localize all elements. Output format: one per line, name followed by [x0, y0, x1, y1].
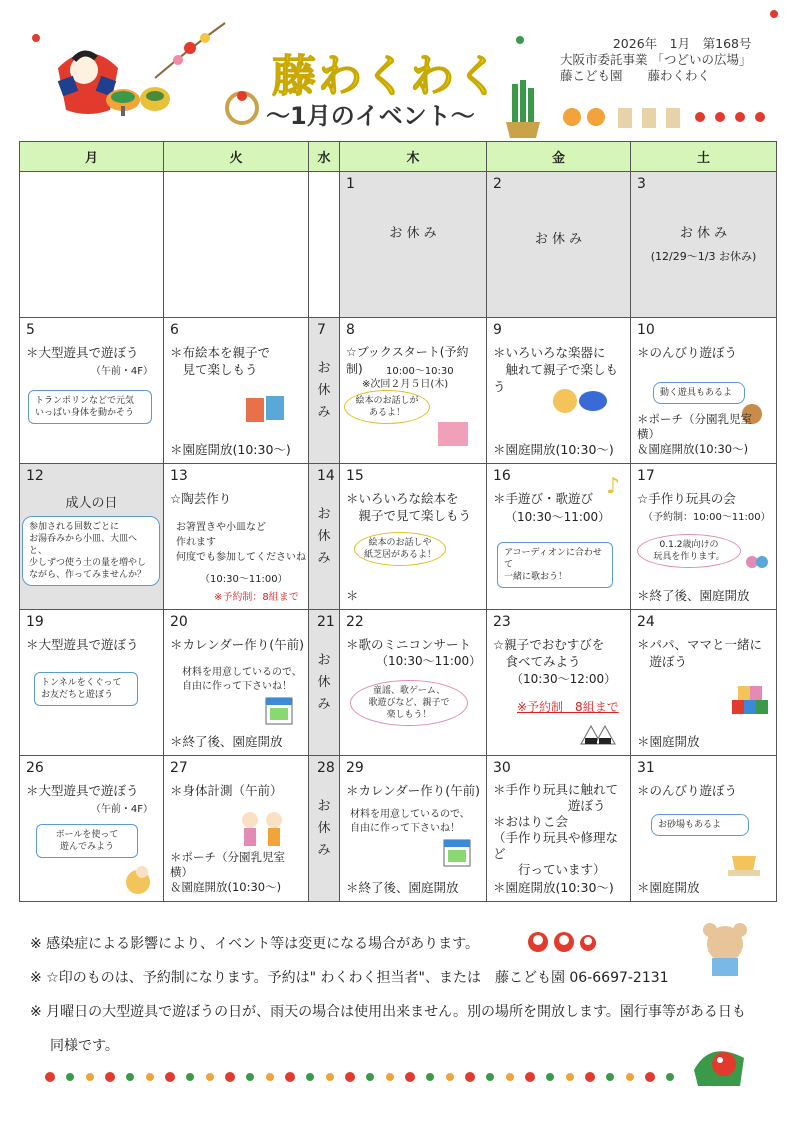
event-title: ＊いろいろな楽器に 触れて親子で楽しもう	[493, 345, 619, 394]
day-cell-jan10	[631, 318, 777, 464]
picture-book-icon	[244, 394, 288, 427]
event-footer: ＊園庭開放(10:30～)	[493, 880, 614, 895]
event-note: ※次回２月５日(木)	[362, 379, 449, 390]
ball-play-icon	[120, 864, 156, 899]
date-number: 3	[637, 176, 646, 192]
event-title: ＊大型遊具で遊ぼう	[26, 345, 139, 360]
event-time: （10:30～12:00）	[511, 672, 617, 686]
speech-bubble: ボールを使って 遊んでみよう	[36, 824, 138, 858]
speech-bubble: トランポリンなどで元気 いっぱい身体を動かそう	[28, 390, 152, 424]
reservation-note: ※予約制：8組まで	[214, 592, 299, 603]
date-number: 8	[346, 322, 355, 338]
music-note-icon: ♪	[605, 474, 620, 499]
day-cell-jan9	[487, 318, 631, 464]
bear-mascot-icon	[694, 916, 756, 978]
closed-label: お 休 み	[317, 361, 331, 420]
calendar-week-5	[20, 756, 777, 902]
day-cell-jan26	[20, 756, 164, 902]
date-number: 30	[493, 760, 511, 776]
day-cell-jan31	[631, 756, 777, 902]
date-number: 10	[637, 322, 655, 338]
tambourine-icon	[551, 384, 611, 421]
day-cell-jan13	[164, 464, 309, 610]
date-number: 24	[637, 614, 655, 630]
event-footer: ＊ポーチ（分園乳児室横） ＆園庭開放(10:30～)	[637, 412, 752, 456]
day-cell-empty	[164, 172, 309, 318]
event-title: ＊手作り玩具に触れて 遊ぼう ＊おはりこ会 （手作り玩具や修理など 行っています）	[493, 782, 619, 877]
day-cell-jan2	[487, 172, 631, 318]
event-footer: ＊終了後、園庭開放	[637, 588, 750, 603]
closed-label: お 休 み	[389, 226, 437, 241]
event-detail: お箸置きや小皿など 作れます 何度でも参加してくださいね	[176, 522, 306, 563]
note-rain: ※ 月曜日の大型遊具で遊ぼうの日が、雨天の場合は使用出来ません。別の場所を開放します。園行事等がある日も	[30, 1004, 746, 1020]
shishimai-lion-icon	[690, 1040, 748, 1090]
date-number: 22	[346, 614, 364, 630]
day-cell-jan24	[631, 610, 777, 756]
organization-name: 藤こども園 藤わくわく	[560, 68, 711, 83]
event-title: ＊カレンダー作り(午前)	[346, 783, 480, 798]
date-number: 14	[317, 468, 335, 484]
weekday-tue: 火	[164, 142, 309, 172]
issue-info	[560, 36, 751, 84]
daruma-dolls-icon	[526, 930, 602, 954]
footer-notes	[30, 930, 760, 1066]
event-footer: ＊園庭開放(10:30～)	[170, 442, 291, 457]
calendar-icon	[264, 694, 294, 729]
calendar-week-2	[20, 318, 777, 464]
newsletter-title: 藤わくわく	[272, 51, 502, 102]
event-detail: 材料を用意しているので、 自由に作って下さいね！	[182, 667, 302, 692]
day-cell-empty	[20, 172, 164, 318]
handmade-toy-icon	[744, 552, 770, 575]
day-cell-jan21	[309, 610, 340, 756]
closed-label: お 休 み	[317, 653, 331, 712]
weekday-thu: 木	[340, 142, 487, 172]
day-cell-jan1	[340, 172, 487, 318]
event-title: ＊歌のミニコンサート	[346, 637, 472, 652]
event-title: ☆ブックスタート(予約制)	[346, 345, 469, 376]
picture-book-icon	[436, 418, 472, 451]
day-cell-jan14	[309, 464, 340, 610]
event-time: （午前・4F）	[90, 366, 153, 377]
date-number: 16	[493, 468, 511, 484]
day-cell-jan15	[340, 464, 487, 610]
weekday-sat: 土	[631, 142, 777, 172]
date-number: 6	[170, 322, 179, 338]
event-title: ＊カレンダー作り(午前)	[170, 637, 304, 652]
speech-bubble: アコーディオンに合わせて 一緒に歌おう！	[497, 542, 613, 588]
date-number: 5	[26, 322, 35, 338]
day-cell-jan19	[20, 610, 164, 756]
date-number: 20	[170, 614, 188, 630]
day-cell-jan16	[487, 464, 631, 610]
decor-dot	[770, 10, 778, 18]
date-number: 1	[346, 176, 355, 192]
event-footer: ＊終了後、園庭開放	[170, 734, 283, 749]
holiday-period-note: (12/29～1/3 お休み)	[650, 250, 757, 263]
event-time: （予約制：10:00～11:00）	[643, 512, 771, 523]
lucky-charm-branch-icon	[150, 18, 230, 88]
event-footer: ＊園庭開放(10:30～)	[493, 442, 614, 457]
program-name: 大阪市委託事業 「つどいの広場」	[560, 52, 752, 67]
weekday-fri: 金	[487, 142, 631, 172]
holiday-name: 成人の日	[65, 496, 118, 511]
issue-number: 2026年 1月 第168号	[612, 36, 752, 51]
date-number: 17	[637, 468, 655, 484]
day-cell-jan22	[340, 610, 487, 756]
date-number: 31	[637, 760, 655, 776]
speech-bubble: 絵本のお話しや 紙芝居があるよ！	[354, 532, 446, 566]
event-title: ＊大型遊具で遊ぼう	[26, 637, 139, 652]
date-number: 28	[317, 760, 335, 776]
event-title: ☆親子でおむすびを 食べてみよう	[493, 637, 605, 669]
decor-dot	[516, 36, 524, 44]
calendar-icon	[442, 836, 472, 871]
weekday-wed: 水	[309, 142, 340, 172]
speech-bubble: 童謡、歌ゲーム、 歌遊びなど、親子で 楽しもう！	[350, 680, 468, 726]
day-cell-jan8	[340, 318, 487, 464]
day-cell-jan28	[309, 756, 340, 902]
day-cell-jan29	[340, 756, 487, 902]
event-title: ＊身体計測（午前）	[170, 783, 283, 798]
rice-ball-icon	[577, 722, 617, 751]
new-year-wreath-icon	[222, 88, 262, 128]
event-time: （10:30～11:00）	[505, 510, 611, 524]
date-number: 27	[170, 760, 188, 776]
sandbox-bucket-icon	[726, 848, 762, 881]
date-number: 12	[26, 468, 44, 484]
date-number: 2	[493, 176, 502, 192]
date-number: 7	[317, 322, 326, 338]
date-number: 15	[346, 468, 364, 484]
decor-dot	[32, 34, 40, 42]
note-rain-continued: 同様です。	[50, 1038, 119, 1054]
event-title: ＊パパ、ママと一緒に 遊ぼう	[637, 637, 763, 669]
day-cell-jan7	[309, 318, 340, 464]
closed-label: お 休 み	[317, 799, 331, 858]
closed-label: お 休 み	[317, 507, 331, 566]
event-footer: ＊終了後、園庭開放	[346, 880, 459, 895]
day-cell-empty	[309, 172, 340, 318]
note-reservation: ※ ☆印のものは、予約制になります。予約は" わくわく担当者"、または 藤こども園 06-6697-2131	[30, 970, 669, 986]
event-detail: 材料を用意しているので、 自由に作って下さいね！	[350, 809, 470, 834]
event-time: （10:30～11:00）	[200, 574, 288, 585]
toy-blocks-icon	[730, 680, 770, 719]
calendar-week-1	[20, 172, 777, 318]
day-cell-jan20	[164, 610, 309, 756]
day-cell-jan5	[20, 318, 164, 464]
date-number: 26	[26, 760, 44, 776]
day-cell-jan17	[631, 464, 777, 610]
event-footer: ＊	[346, 588, 359, 603]
speech-bubble: 0.1.2歳向けの 玩具を作ります。	[637, 534, 741, 568]
day-cell-jan3	[631, 172, 777, 318]
closed-label: お 休 み	[679, 226, 728, 241]
note-infection: ※ 感染症による影響により、イベント等は変更になる場合があります。	[30, 936, 480, 952]
measuring-kids-icon	[238, 806, 288, 853]
event-title: ☆陶芸作り	[170, 491, 232, 506]
calendar-week-3	[20, 464, 777, 610]
day-cell-jan23	[487, 610, 631, 756]
speech-bubble: お砂場もあるよ	[651, 814, 749, 836]
event-footer: ＊園庭開放	[637, 880, 700, 895]
speech-bubble: 絵本のお話しが あるよ！	[344, 390, 430, 424]
event-time: （10:30～11:00）	[376, 654, 482, 668]
date-number: 21	[317, 614, 335, 630]
event-time: （午前・4F）	[90, 804, 153, 815]
day-cell-jan30	[487, 756, 631, 902]
date-number: 13	[170, 468, 188, 484]
date-number: 29	[346, 760, 364, 776]
speech-bubble: トンネルをくぐって お友だちと遊ぼう	[34, 672, 138, 706]
closed-label: お 休 み	[534, 232, 583, 247]
weekday-header-row	[20, 142, 777, 172]
event-title: ＊のんびり遊ぼう	[637, 345, 738, 360]
event-footer: ＊ポーチ（分園乳児室横） ＆園庭開放(10:30～)	[170, 850, 285, 894]
newsletter-subtitle: ～1月のイベント～	[266, 102, 475, 130]
event-title: ＊いろいろな絵本を 親子で見て楽しもう	[346, 491, 472, 523]
date-number: 9	[493, 322, 502, 338]
speech-bubble: 動く遊具もあるよ	[653, 382, 745, 404]
event-title: ＊大型遊具で遊ぼう	[26, 783, 139, 798]
kadomatsu-icon	[498, 80, 546, 140]
calendar-week-4	[20, 610, 777, 756]
event-title: ＊のんびり遊ぼう	[637, 783, 738, 798]
event-title: ＊布絵本を親子で 見て楽しもう	[170, 345, 271, 377]
spinning-top-icon	[104, 84, 142, 118]
day-cell-jan6	[164, 318, 309, 464]
weekday-mon: 月	[20, 142, 164, 172]
footer-ornament-border	[40, 1066, 680, 1088]
event-title: ☆手作り玩具の会	[637, 491, 736, 506]
event-calendar	[19, 141, 777, 902]
speech-bubble: 参加される回数ごとに お湯呑みから小皿、大皿へと、 少しずつ使う土の量を増やし ながら、作ってみませんか？	[22, 516, 160, 586]
day-cell-jan27	[164, 756, 309, 902]
date-number: 19	[26, 614, 44, 630]
event-title: ＊手遊び・歌遊び	[493, 491, 594, 506]
day-cell-jan12	[20, 464, 164, 610]
new-year-ornament-row	[560, 102, 776, 132]
event-footer: ＊園庭開放	[637, 734, 700, 749]
date-number: 23	[493, 614, 511, 630]
event-time: 10:00～10:30	[386, 366, 454, 377]
reservation-note: ※予約制 8組まで	[517, 700, 619, 714]
